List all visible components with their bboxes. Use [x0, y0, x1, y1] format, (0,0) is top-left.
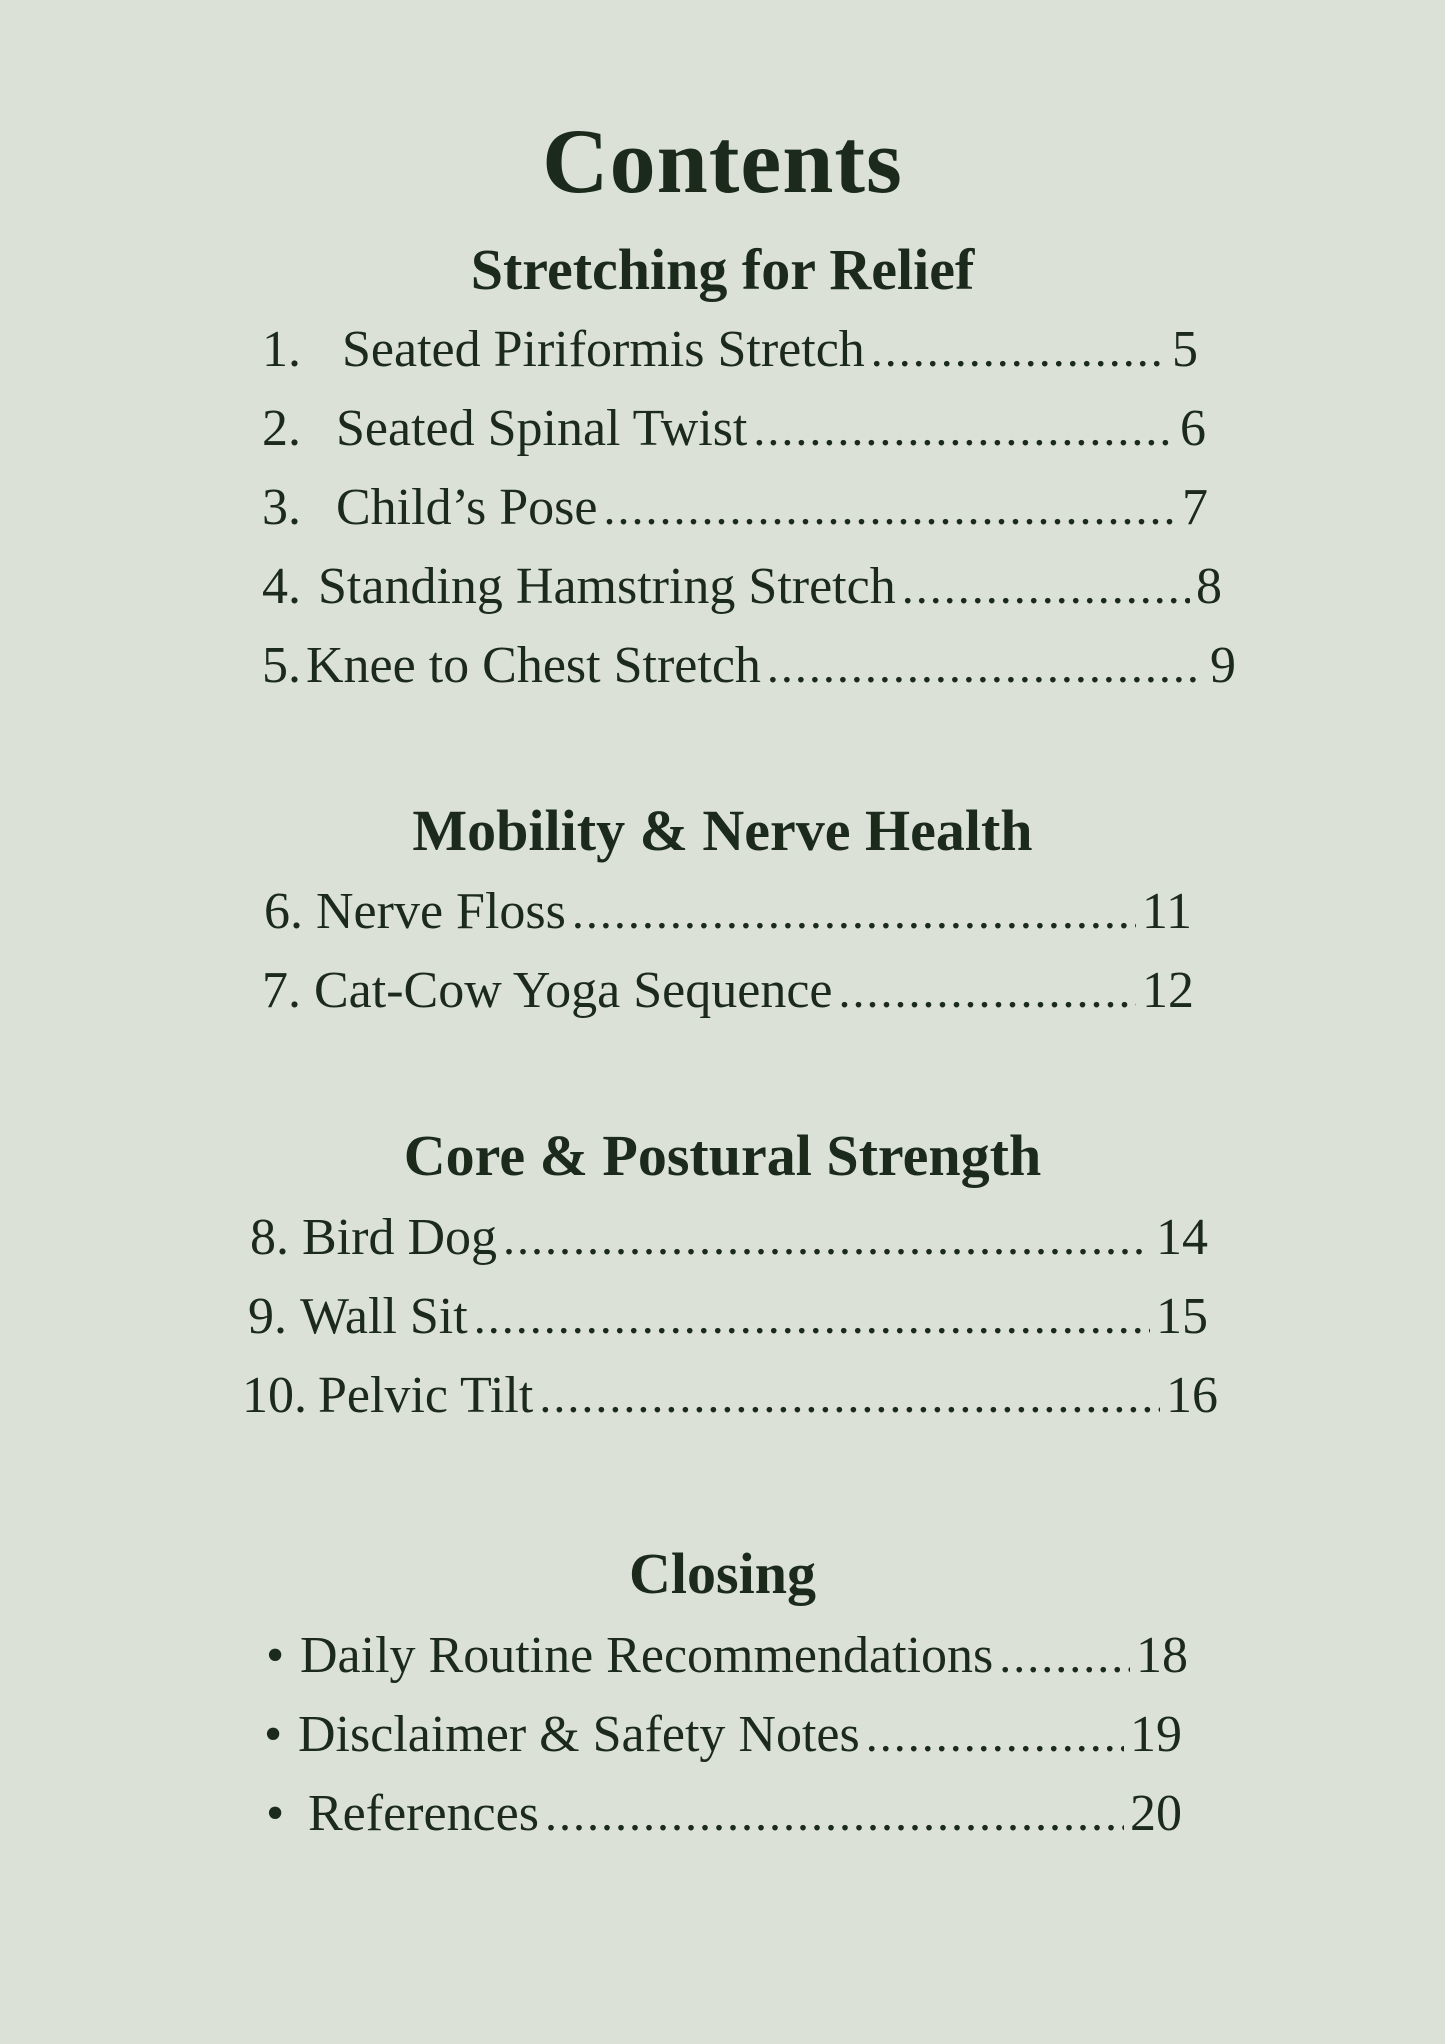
- entry-label: Knee to Chest Stretch: [306, 637, 761, 694]
- dot-leader: [866, 1708, 1124, 1763]
- entry-page-number: 18: [1136, 1627, 1188, 1684]
- entry-label: Cat-Cow Yoga Sequence: [314, 962, 833, 1019]
- section-heading-mobility: Mobility & Nerve Health: [412, 798, 1033, 863]
- entry-label: Pelvic Tilt: [318, 1367, 534, 1424]
- toc-entry[interactable]: [262, 478, 1208, 542]
- entry-page-number: 12: [1142, 962, 1194, 1019]
- entry-label: Nerve Floss: [316, 883, 566, 940]
- toc-entry[interactable]: [242, 1366, 1218, 1430]
- entry-label: Seated Piriformis Stretch: [342, 321, 865, 378]
- entry-label: Daily Routine Recommendations: [300, 1627, 994, 1684]
- dot-leader: [753, 402, 1174, 457]
- entry-page-number: 20: [1130, 1785, 1182, 1842]
- bullet-icon: •: [264, 1706, 283, 1763]
- toc-entry[interactable]: [262, 636, 1236, 700]
- entry-page-number: 15: [1156, 1288, 1208, 1345]
- entry-number: 10.: [242, 1367, 307, 1424]
- entry-label: Seated Spinal Twist: [336, 400, 748, 457]
- dot-leader: [604, 481, 1177, 536]
- dot-leader: [767, 639, 1204, 694]
- entry-number: 9.: [248, 1288, 287, 1345]
- entry-number: 4.: [262, 558, 301, 615]
- toc-entry[interactable]: [266, 1784, 1182, 1848]
- entry-number: 3.: [262, 479, 301, 536]
- section-heading-core: Core & Postural Strength: [403, 1123, 1042, 1188]
- entry-label: Wall Sit: [300, 1288, 468, 1345]
- dot-leader: [999, 1629, 1130, 1684]
- toc-entry[interactable]: [262, 320, 1198, 384]
- dot-leader: [572, 885, 1136, 940]
- section-heading-stretching: Stretching for Relief: [470, 237, 975, 302]
- toc-entry[interactable]: [262, 557, 1222, 621]
- entry-page-number: 8: [1196, 558, 1222, 615]
- dot-leader: [871, 323, 1166, 378]
- dot-leader: [545, 1787, 1124, 1842]
- entry-number: 1.: [262, 321, 301, 378]
- entry-page-number: 5: [1172, 321, 1198, 378]
- bullet-icon: •: [266, 1785, 285, 1842]
- dot-leader: [503, 1211, 1150, 1266]
- entry-page-number: 19: [1130, 1706, 1182, 1763]
- section-heading-closing: Closing: [629, 1541, 816, 1606]
- dot-leader: [539, 1369, 1160, 1424]
- entry-number: 5.: [262, 637, 301, 694]
- dot-leader: [839, 964, 1136, 1019]
- entry-number: 7.: [262, 962, 301, 1019]
- entry-number: 6.: [264, 883, 303, 940]
- toc-entry[interactable]: [266, 1626, 1188, 1690]
- toc-entry[interactable]: [262, 961, 1194, 1025]
- entry-label: References: [308, 1785, 539, 1842]
- entry-page-number: 7: [1182, 479, 1208, 536]
- entry-page-number: 11: [1141, 883, 1192, 940]
- entry-label: Standing Hamstring Stretch: [318, 558, 896, 615]
- toc-entry[interactable]: [248, 1287, 1208, 1351]
- entry-page-number: 9: [1210, 637, 1236, 694]
- dot-leader: [474, 1290, 1150, 1345]
- entry-page-number: 14: [1156, 1209, 1208, 1266]
- dot-leader: [902, 560, 1190, 615]
- page-title: Contents: [542, 110, 903, 212]
- entry-number: 2.: [262, 400, 301, 457]
- entry-label: Disclaimer & Safety Notes: [298, 1706, 860, 1763]
- bullet-icon: •: [266, 1627, 285, 1684]
- toc-entry[interactable]: [250, 1208, 1208, 1272]
- entry-page-number: 16: [1166, 1367, 1218, 1424]
- toc-entry[interactable]: [264, 1705, 1182, 1769]
- toc-entry[interactable]: [262, 399, 1206, 463]
- entry-label: Bird Dog: [302, 1209, 497, 1266]
- entry-label: Child’s Pose: [336, 479, 598, 536]
- entry-number: 8.: [250, 1209, 289, 1266]
- toc-entry[interactable]: [264, 882, 1192, 946]
- entry-page-number: 6: [1180, 400, 1206, 457]
